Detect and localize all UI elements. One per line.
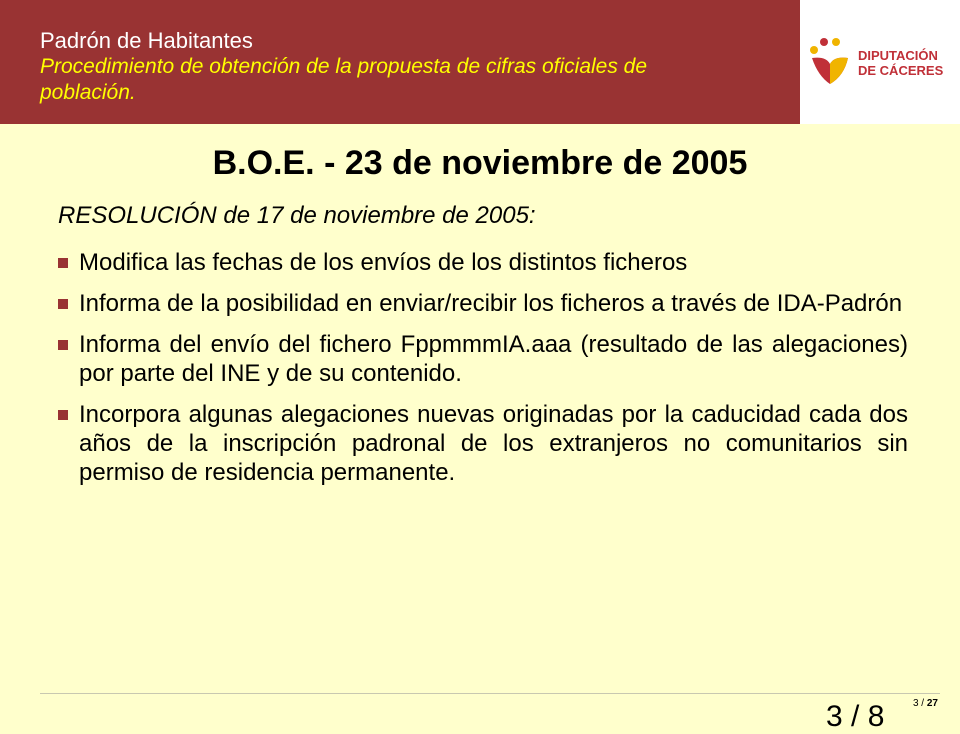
header-title: Padrón de Habitantes [40, 28, 253, 53]
page-total: 27 [926, 698, 938, 709]
resolution-heading: RESOLUCIÓN de 17 de noviembre de 2005: [58, 202, 536, 229]
page-separator: / [918, 698, 927, 709]
bullet-text: Informa del envío del fichero FppmmmIA.aaa (resultado de las alegaciones) por parte del INE y de su contenido. [79, 331, 908, 387]
square-bullet-icon [58, 299, 68, 309]
diputacion-logo-icon [808, 36, 854, 86]
bullet-text: Modifica las fechas de los envíos de los distintos ficheros [79, 249, 688, 276]
bullet-item [58, 248, 908, 277]
page-current: 3 [912, 698, 919, 709]
bullet-text: Incorpora algunas alegaciones nuevas originadas por la caducidad cada dos años de la inscripción padronal de los extranjeros no comunitarios sin permiso de residencia permanente. [79, 401, 908, 486]
header-bar [0, 0, 800, 124]
page-number [890, 698, 938, 709]
header-subtitle: Procedimiento de obtención de la propuesta de cifras oficiales de población. [40, 55, 648, 104]
slide-counter: 3 / 8 [826, 700, 885, 733]
square-bullet-icon [58, 340, 68, 350]
logo-line-2: DE CÁCERES [858, 63, 944, 78]
slide-title: B.O.E. - 23 de noviembre de 2005 [212, 144, 748, 182]
bullet-list [58, 248, 908, 499]
bullet-item [58, 400, 908, 487]
square-bullet-icon [58, 410, 68, 420]
square-bullet-icon [58, 258, 68, 268]
bullet-item [58, 289, 908, 318]
logo [800, 0, 960, 124]
bullet-text: Informa de la posibilidad en enviar/recibir los ficheros a través de IDA-Padrón [79, 290, 903, 317]
logo-line-1: DIPUTACIÓN [858, 48, 938, 63]
bullet-item [58, 330, 908, 388]
footer-divider [40, 693, 940, 694]
logo-text [858, 48, 943, 78]
